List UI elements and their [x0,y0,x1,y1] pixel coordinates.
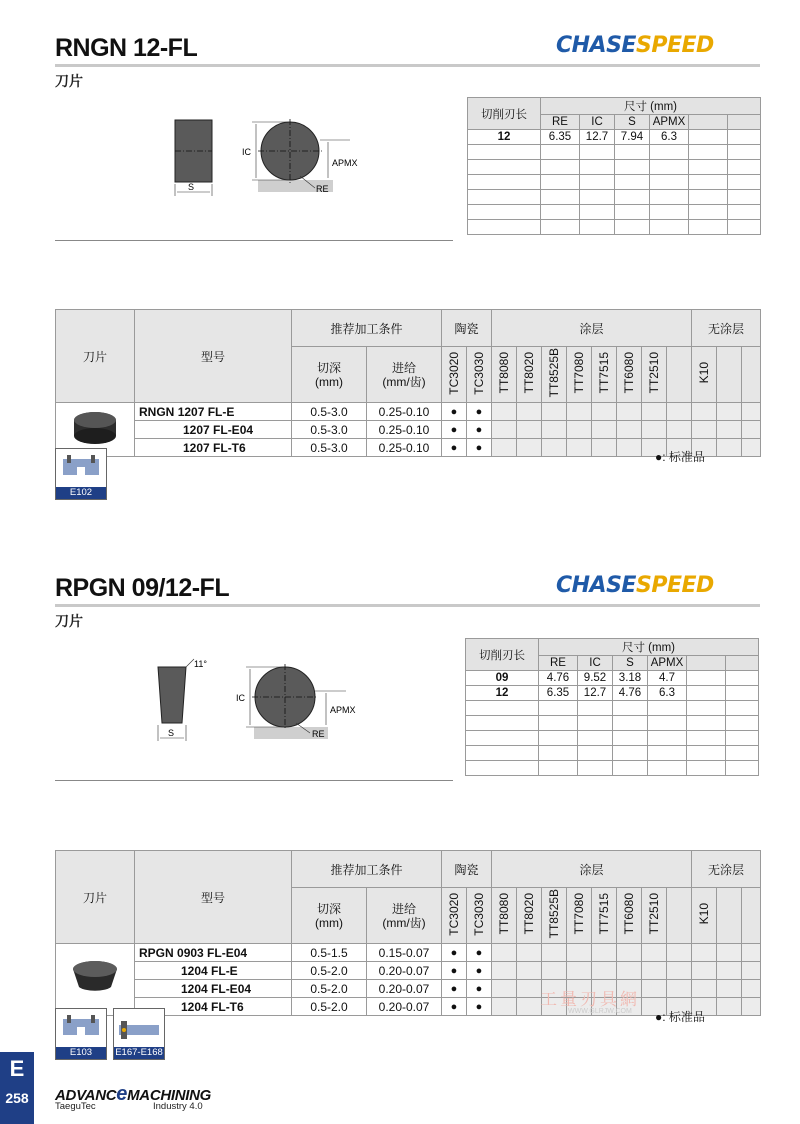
cutter-icon [59,1013,103,1043]
header-dimensions: 尺寸 (mm) [539,639,759,656]
ic-label: IC [236,693,245,703]
dimension-table: 切削刃长 尺寸 (mm) RE IC S APMX 12 6.35 12.7 7.94 6.3 [467,97,761,235]
grade-table: 刀片 型号 推荐加工条件 陶瓷 涂层 无涂层 切深 (mm) 进给 (mm/齿) TC3020 TC3030 TT8080 TT8020 TT8525B TT7080 TT7515 TT6080 TT2510 K10 RNGN 1207 FL-E 0.5-3.0 0.25-0.10 ● ● 1207 FL-E04 0.5-3.0 0.25-0.10 ● ● 1207 FL-T6 0.5-3.0 0.25-0.10 ● ● [55,309,761,457]
taegutec-label: TaeguTec [55,1101,96,1112]
ic-label: IC [242,147,251,157]
legend-standard: ●: 标准品 [655,450,705,464]
ref-icon-e167-e168[interactable]: E167-E168 [113,1008,165,1060]
chasespeed-logo: CHASESPEED [556,33,714,58]
table-row: RNGN 1207 FL-E 0.5-3.0 0.25-0.10 ● ● [56,403,761,421]
insert-round-image [70,406,120,450]
chapter-tab [0,1052,34,1124]
section-subtitle: 刀片 [55,613,83,629]
title-rule [55,604,760,607]
section-title: RPGN 09/12-FL [55,574,230,602]
page-number: 258 [5,1090,29,1106]
header-edge-length: 切削刃长 [466,639,539,671]
section-subtitle: 刀片 [55,73,83,89]
dimension-table: 切削刃长 尺寸 (mm) RE IC S APMX 09 4.76 9.52 3.18 4.7 12 6.35 12.7 4.76 6.3 [465,638,759,776]
advance-machining-logo: ADVANCeMACHINING [55,1083,212,1105]
watermark-url: WWW.GLRJW.COM [568,1008,632,1015]
re-label: RE [312,729,325,739]
ref-icon-e102[interactable]: E102 [55,448,107,500]
insert-drawing [150,655,370,747]
ref-icon-e103[interactable]: E103 [55,1008,107,1060]
table-row: 1204 FL-E 0.5-2.0 0.20-0.07 ● ● [56,962,761,980]
insert-drawing [160,110,380,200]
re-label: RE [316,184,329,194]
legend-standard: ●: 标准品 [655,1010,705,1024]
drawing-rule [55,240,453,241]
watermark-text: 工量刃具網 [540,990,640,1009]
apmx-label: APMX [330,705,356,715]
grade-table: 刀片 型号 推荐加工条件 陶瓷 涂层 无涂层 切深 (mm) 进给 (mm/齿) TC3020 TC3030 TT8080 TT8020 TT8525B TT7080 TT7515 TT6080 TT2510 K10 RPGN 0903 FL-E04 0.5-1.5 0.15-0.07 ● ● 1204 FL-E 0.5-2.0 0.20-0.07 ● ● 1204 FL-E04 0.5-2.0 0.20-0.07 ● ● 1204 FL-T6 0.5-2.0 0.20-0.07 ● ● [55,850,761,1016]
table-row: 1207 FL-T6 0.5-3.0 0.25-0.10 ● ● [56,439,761,457]
drawing-rule [55,780,453,781]
header-edge-length: 切削刃长 [468,98,541,130]
chapter-letter: E [9,1056,25,1081]
table-row: 1204 FL-T6 0.5-2.0 0.20-0.07 ● ● [56,998,761,1016]
apmx-label: APMX [332,158,358,168]
holder-icon [117,1015,161,1043]
industry-label: Industry 4.0 [153,1101,203,1112]
table-row: 1207 FL-E04 0.5-3.0 0.25-0.10 ● ● [56,421,761,439]
title-rule [55,64,760,67]
s-label: S [188,182,195,192]
table-row: 09 4.76 9.52 3.18 4.7 [466,671,759,686]
chasespeed-logo: CHASESPEED [556,573,714,598]
table-row: RPGN 0903 FL-E04 0.5-1.5 0.15-0.07 ● ● [56,944,761,962]
table-row: 12 6.35 12.7 4.76 6.3 [466,686,759,701]
section-title: RNGN 12-FL [55,34,198,62]
angle-label: 11° [194,659,207,669]
insert-round-image [69,955,121,1001]
cutter-icon [59,453,103,483]
s-label: S [168,728,175,738]
table-row: 1204 FL-E04 0.5-2.0 0.20-0.07 ● ● [56,980,761,998]
table-row: 12 6.35 12.7 7.94 6.3 [468,130,761,145]
header-dimensions: 尺寸 (mm) [541,98,761,115]
